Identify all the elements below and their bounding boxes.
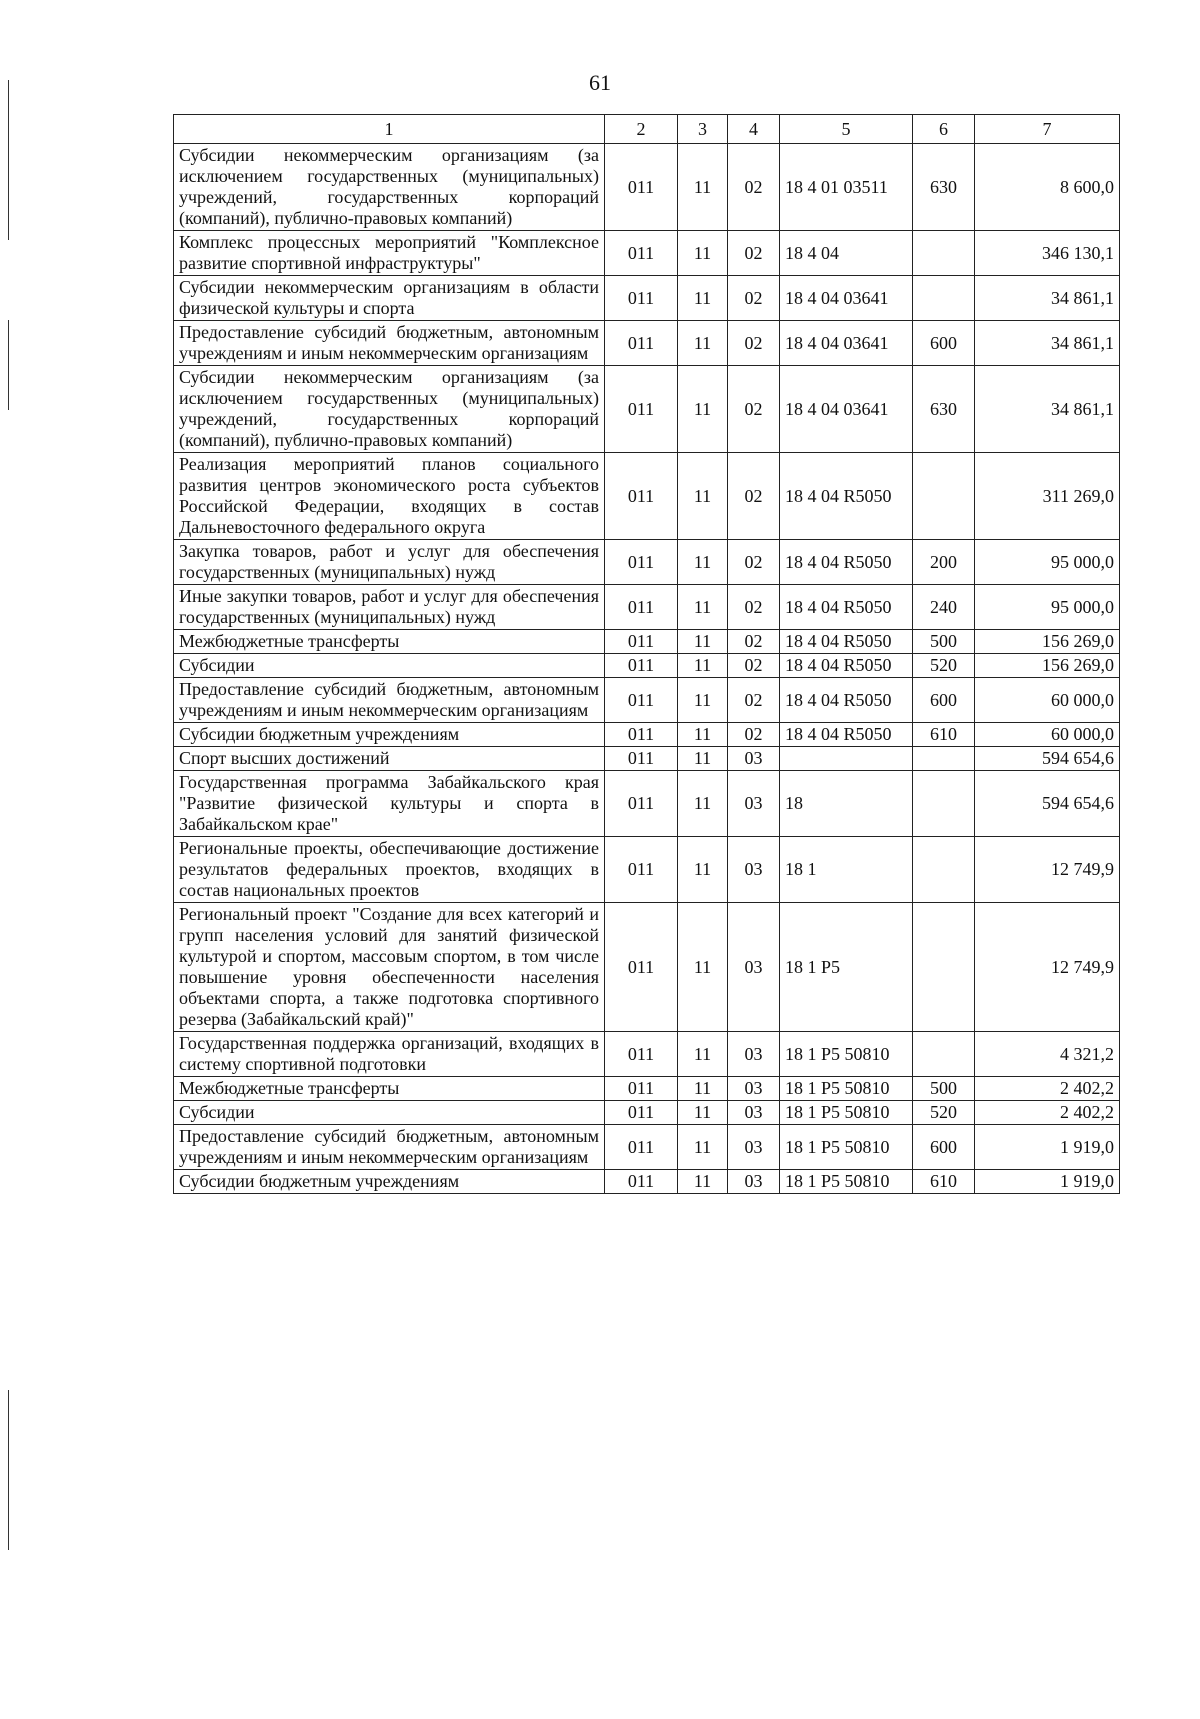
row-name-cell: Субсидии [174,654,605,678]
row-name-cell: Иные закупки товаров, работ и услуг для обеспечения государственных (муниципальных) нужд [174,585,605,630]
expense-type-cell [913,837,975,903]
row-name-cell: Субсидии [174,1101,605,1125]
table-row [174,630,1120,654]
table-row [174,837,1120,903]
table-row [174,903,1120,1032]
target-article-cell: 18 1 P5 [780,903,913,1032]
subsection-cell: 03 [728,1170,780,1194]
amount-cell: 156 269,0 [975,630,1120,654]
expense-type-cell: 500 [913,1077,975,1101]
admin-code-cell: 011 [605,144,678,231]
column-header: 4 [728,115,780,144]
section-cell: 11 [678,321,728,366]
table-row [174,771,1120,837]
expense-type-cell [913,231,975,276]
section-cell: 11 [678,723,728,747]
section-cell: 11 [678,453,728,540]
table-row [174,321,1120,366]
amount-cell: 594 654,6 [975,747,1120,771]
expense-type-cell: 610 [913,723,975,747]
row-name-cell: Субсидии некоммерческим организациям в области физической культуры и спорта [174,276,605,321]
subsection-cell: 03 [728,747,780,771]
page-number: 61 [589,70,611,95]
admin-code-cell: 011 [605,771,678,837]
column-header: 1 [174,115,605,144]
expense-type-cell: 500 [913,630,975,654]
row-name-cell: Спорт высших достижений [174,747,605,771]
subsection-cell: 02 [728,678,780,723]
row-name-cell: Субсидии некоммерческим организациям (за исключением государственных (муниципальных) учреждений, государственных корпораций (компаний), публично-правовых компаний) [174,366,605,453]
row-name-cell: Закупка товаров, работ и услуг для обеспечения государственных (муниципальных) нужд [174,540,605,585]
section-cell: 11 [678,837,728,903]
subsection-cell: 02 [728,321,780,366]
amount-cell: 34 861,1 [975,366,1120,453]
amount-cell: 12 749,9 [975,903,1120,1032]
amount-cell: 594 654,6 [975,771,1120,837]
row-name-cell: Реализация мероприятий планов социального развития центров экономического роста субъектов Российской Федерации, входящих в состав Дальневосточного федерального округа [174,453,605,540]
budget-table [173,114,1120,1194]
table-body [174,144,1120,1194]
table-row [174,453,1120,540]
subsection-cell: 02 [728,366,780,453]
subsection-cell: 03 [728,903,780,1032]
target-article-cell: 18 4 04 R5050 [780,540,913,585]
subsection-cell: 03 [728,1032,780,1077]
target-article-cell: 18 [780,771,913,837]
admin-code-cell: 011 [605,678,678,723]
expense-type-cell [913,1032,975,1077]
table-row [174,585,1120,630]
table-row [174,276,1120,321]
expense-type-cell [913,771,975,837]
expense-type-cell: 520 [913,1101,975,1125]
expense-type-cell: 610 [913,1170,975,1194]
section-cell: 11 [678,1125,728,1170]
expense-type-cell [913,276,975,321]
section-cell: 11 [678,276,728,321]
row-name-cell: Субсидии некоммерческим организациям (за исключением государственных (муниципальных) учреждений, государственных корпораций (компаний), публично-правовых компаний) [174,144,605,231]
amount-cell: 60 000,0 [975,723,1120,747]
subsection-cell: 02 [728,723,780,747]
target-article-cell: 18 4 04 03641 [780,366,913,453]
table-header-row [174,115,1120,144]
subsection-cell: 02 [728,144,780,231]
amount-cell: 34 861,1 [975,276,1120,321]
admin-code-cell: 011 [605,903,678,1032]
row-name-cell: Субсидии бюджетным учреждениям [174,1170,605,1194]
amount-cell: 2 402,2 [975,1077,1120,1101]
row-name-cell: Государственная программа Забайкальского края "Развитие физической культуры и спорта в Забайкальском крае" [174,771,605,837]
amount-cell: 95 000,0 [975,540,1120,585]
target-article-cell [780,747,913,771]
scan-edge-mark [8,80,9,240]
admin-code-cell: 011 [605,837,678,903]
admin-code-cell: 011 [605,1101,678,1125]
target-article-cell: 18 4 04 03641 [780,276,913,321]
subsection-cell: 02 [728,540,780,585]
expense-type-cell: 630 [913,366,975,453]
section-cell: 11 [678,366,728,453]
section-cell: 11 [678,1077,728,1101]
row-name-cell: Межбюджетные трансферты [174,630,605,654]
row-name-cell: Предоставление субсидий бюджетным, автономным учреждениям и иным некоммерческим организациям [174,321,605,366]
amount-cell: 311 269,0 [975,453,1120,540]
expense-type-cell [913,903,975,1032]
subsection-cell: 02 [728,276,780,321]
table-row [174,747,1120,771]
row-name-cell: Государственная поддержка организаций, входящих в систему спортивной подготовки [174,1032,605,1077]
admin-code-cell: 011 [605,1125,678,1170]
target-article-cell: 18 4 04 R5050 [780,585,913,630]
expense-type-cell: 600 [913,1125,975,1170]
expense-type-cell: 600 [913,678,975,723]
target-article-cell: 18 4 04 R5050 [780,453,913,540]
table-row [174,654,1120,678]
section-cell: 11 [678,231,728,276]
section-cell: 11 [678,1032,728,1077]
admin-code-cell: 011 [605,321,678,366]
expense-type-cell: 600 [913,321,975,366]
subsection-cell: 03 [728,1101,780,1125]
admin-code-cell: 011 [605,231,678,276]
section-cell: 11 [678,903,728,1032]
section-cell: 11 [678,654,728,678]
section-cell: 11 [678,1101,728,1125]
amount-cell: 12 749,9 [975,837,1120,903]
amount-cell: 346 130,1 [975,231,1120,276]
section-cell: 11 [678,585,728,630]
subsection-cell: 03 [728,837,780,903]
amount-cell: 1 919,0 [975,1125,1120,1170]
amount-cell: 156 269,0 [975,654,1120,678]
section-cell: 11 [678,678,728,723]
target-article-cell: 18 4 04 R5050 [780,630,913,654]
row-name-cell: Межбюджетные трансферты [174,1077,605,1101]
expense-type-cell [913,453,975,540]
table-row [174,1101,1120,1125]
section-cell: 11 [678,1170,728,1194]
section-cell: 11 [678,144,728,231]
subsection-cell: 03 [728,1077,780,1101]
amount-cell: 8 600,0 [975,144,1120,231]
target-article-cell: 18 1 [780,837,913,903]
subsection-cell: 03 [728,1125,780,1170]
target-article-cell: 18 1 P5 50810 [780,1170,913,1194]
target-article-cell: 18 4 04 R5050 [780,723,913,747]
scan-edge-mark [8,320,9,410]
admin-code-cell: 011 [605,540,678,585]
subsection-cell: 03 [728,771,780,837]
table-row [174,723,1120,747]
subsection-cell: 02 [728,585,780,630]
admin-code-cell: 011 [605,1032,678,1077]
table-row [174,231,1120,276]
subsection-cell: 02 [728,453,780,540]
table-row [174,678,1120,723]
row-name-cell: Региональные проекты, обеспечивающие достижение результатов федеральных проектов, входящих в состав национальных проектов [174,837,605,903]
row-name-cell: Региональный проект "Создание для всех категорий и групп населения условий для занятий физической культурой и спортом, массовым спортом, в том числе повышение уровня обеспеченности населения объектами спорта, а также подготовка спортивного резерва (Забайкальский край)" [174,903,605,1032]
subsection-cell: 02 [728,654,780,678]
expense-type-cell: 630 [913,144,975,231]
row-name-cell: Предоставление субсидий бюджетным, автономным учреждениям и иным некоммерческим организациям [174,678,605,723]
target-article-cell: 18 4 04 [780,231,913,276]
section-cell: 11 [678,540,728,585]
row-name-cell: Предоставление субсидий бюджетным, автономным учреждениям и иным некоммерческим организациям [174,1125,605,1170]
table-row [174,1032,1120,1077]
column-header: 6 [913,115,975,144]
target-article-cell: 18 1 P5 50810 [780,1101,913,1125]
expense-type-cell [913,747,975,771]
target-article-cell: 18 1 P5 50810 [780,1125,913,1170]
column-header: 5 [780,115,913,144]
target-article-cell: 18 4 04 R5050 [780,654,913,678]
amount-cell: 34 861,1 [975,321,1120,366]
scan-edge-mark [8,1390,9,1550]
admin-code-cell: 011 [605,723,678,747]
amount-cell: 2 402,2 [975,1101,1120,1125]
section-cell: 11 [678,630,728,654]
amount-cell: 4 321,2 [975,1032,1120,1077]
column-header: 2 [605,115,678,144]
column-header: 3 [678,115,728,144]
admin-code-cell: 011 [605,630,678,654]
row-name-cell: Субсидии бюджетным учреждениям [174,723,605,747]
table-row [174,366,1120,453]
subsection-cell: 02 [728,630,780,654]
target-article-cell: 18 1 P5 50810 [780,1077,913,1101]
admin-code-cell: 011 [605,747,678,771]
table-row [174,1170,1120,1194]
admin-code-cell: 011 [605,585,678,630]
table-row [174,1125,1120,1170]
amount-cell: 60 000,0 [975,678,1120,723]
table-row [174,1077,1120,1101]
amount-cell: 1 919,0 [975,1170,1120,1194]
admin-code-cell: 011 [605,1170,678,1194]
row-name-cell: Комплекс процессных мероприятий "Комплексное развитие спортивной инфраструктуры" [174,231,605,276]
admin-code-cell: 011 [605,276,678,321]
expense-type-cell: 240 [913,585,975,630]
admin-code-cell: 011 [605,654,678,678]
target-article-cell: 18 4 04 R5050 [780,678,913,723]
column-header: 7 [975,115,1120,144]
table-row [174,540,1120,585]
amount-cell: 95 000,0 [975,585,1120,630]
target-article-cell: 18 4 04 03641 [780,321,913,366]
target-article-cell: 18 1 P5 50810 [780,1032,913,1077]
section-cell: 11 [678,747,728,771]
target-article-cell: 18 4 01 03511 [780,144,913,231]
admin-code-cell: 011 [605,366,678,453]
expense-type-cell: 520 [913,654,975,678]
admin-code-cell: 011 [605,453,678,540]
table-row [174,144,1120,231]
subsection-cell: 02 [728,231,780,276]
section-cell: 11 [678,771,728,837]
admin-code-cell: 011 [605,1077,678,1101]
expense-type-cell: 200 [913,540,975,585]
